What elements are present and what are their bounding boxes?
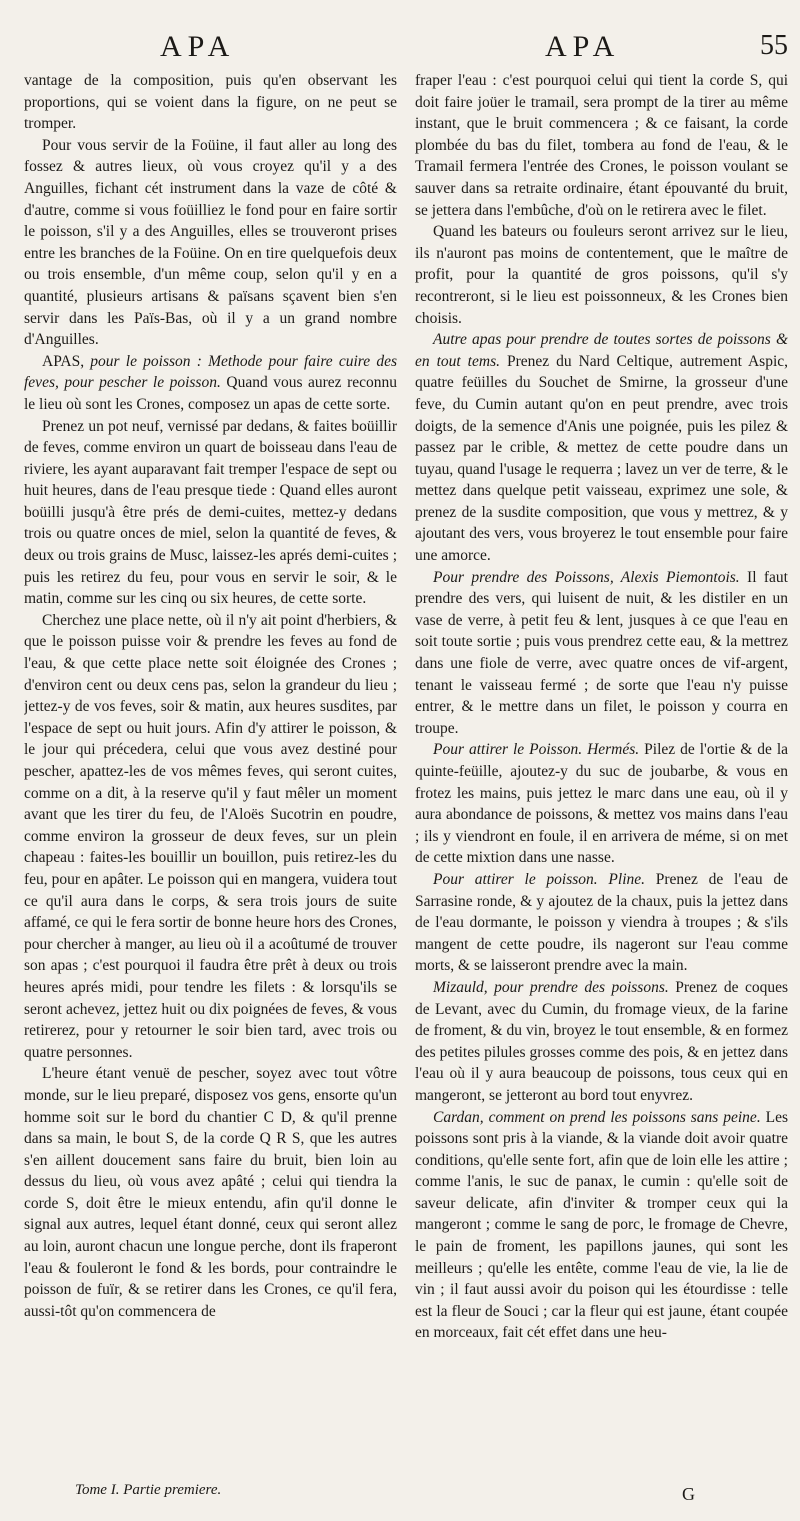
recipe-title: Cardan, comment on prend les poissons sans peine. bbox=[433, 1108, 761, 1126]
paragraph: vantage de la composition, puis qu'en observant les proportions, qui se voient dans la figure, on ne peut se tromper. bbox=[24, 72, 397, 133]
page-header bbox=[0, 30, 800, 70]
left-column bbox=[24, 70, 397, 1483]
recipe-title: Pour prendre des Poissons, Alexis Piemontois. bbox=[433, 568, 740, 586]
gathering-mark: G bbox=[682, 1484, 695, 1504]
paragraph-text: Pilez de l'ortie & de la quinte-feüille, ajoutez-y du suc de joubarbe, & vous en frotez les mains, puis jettez le marc dans une eau, où il y aura abondance de poissons, & mettez vos mains dans l'eau ; ils y viendront en foule, il en arrivera de méme, si on met de cette mixtion dans une nasse. bbox=[415, 741, 788, 867]
recipe-title: Autre apas pour prendre de toutes sortes de poissons & en tout tems. bbox=[415, 331, 788, 370]
paragraph bbox=[415, 739, 788, 869]
running-head-right: APA bbox=[545, 30, 621, 63]
recipe-title: Mizauld, pour prendre des poissons. bbox=[433, 978, 669, 996]
paragraph: Quand les bateurs ou fouleurs seront arrivez sur le lieu, ils n'auront pas moins de contentement, que le maître de profit, pour la quantité de gros poissons, qu'il s'y recontreront, si le lieu est poissonneux, & les Crones bien choisis. bbox=[415, 223, 788, 327]
recipe-title: Pour attirer le poisson. Pline. bbox=[433, 870, 645, 888]
paragraph bbox=[415, 567, 788, 740]
entry-heading: APAS, bbox=[42, 352, 85, 370]
right-column bbox=[415, 70, 788, 1483]
paragraph: L'heure étant venuë de pescher, soyez avec tout vôtre monde, sur le lieu preparé, disposez vos gens, ensorte qu'un homme soit sur le bord du chantier C D, & qu'il prenne dans sa main, le bout S, de la corde Q R S, que les autres s'en aillent doucement sans faire du bruit, bien loin au dessus du lieu, où vous avez apâté ; celui qui tiendra la corde S, doit être le mieux entendu, afin qu'il donne le signal aux autres, lequel étant donné, ceux qui seront allez au loin, auront chacun une longue perche, dont ils fraperont l'eau & fouleront le fond & les bords, pour contraindre le poisson de fuïr, & se retirer dans les Crones, ce qu'il fera, aussi-tôt qu'on commencera de bbox=[24, 1065, 397, 1320]
paragraph-text: Il faut prendre des vers, qui luisent de nuit, & les distiler en un vase de verre, à petit feu & lent, jusques à ce que l'eau en soit toute sortie ; puis vous prendrez cette eau, & la mettrez dans une fiole de verre, avec quatre onces de vif-argent, tenant le vaisseau fermé ; de sorte que l'eau n'y puisse entrer, & le mettre dans un filet, le poisson y courra en troupe. bbox=[415, 568, 788, 737]
volume-signature: Tome I. Partie premiere. bbox=[75, 1482, 222, 1498]
text-columns bbox=[24, 70, 788, 1483]
entry-subtitle: pour le poisson : Methode pour faire cuire des feves, pour pescher le poisson. bbox=[24, 352, 397, 392]
paragraph-text: Prenez de l'eau de Sarrasine ronde, & y ajoutez de la chaux, puis la jettez dans de l'eau dormante, le poisson y viendra à troupes ; & s'ils mangent de cette poudre, ils nageront sur l'eau comme morts, & se laisseront prendre avec la main. bbox=[415, 870, 788, 975]
paragraph bbox=[415, 869, 788, 977]
paragraph-text: Prenez du Nard Celtique, autrement Aspic, quatre feüilles du Souchet de Smirne, la grosseur d'une feve, du Cumin autant qu'on en peut prendre, avec trois doigts, de la semence d'Anis une poignée, puis les pilez & passez par le crible, & mettez de cette poudre dans un tuyau, quand l'usage le requerra ; lavez un ver de terre, & le mettez dans quelque petit vaisseau, exprimez une sole, & prenez de la susdite composition, que vous y mettrez, & y ajoutant des vers, vous broyerez le tout ensemble pour faire une amorce. bbox=[415, 352, 788, 565]
paragraph bbox=[24, 351, 397, 416]
paragraph bbox=[415, 329, 788, 567]
paragraph: Pour vous servir de la Foüine, il faut aller au long des fossez & autres lieux, où vous croyez qu'il y a des Anguilles, fichant cét instrument dans la vaze de côté & d'autre, comme si vous foüilliez le fond pour en faire sortir le poisson, s'il y a des Anguilles, elles se trouveront prises entre les branches de la Foüine. On en tire quelquefois deux ou trois ensemble, d'un même coup, selon qu'il y en a quantité, plusieurs artisans & païsans sçavent bien s'en servir dans les Païs-Bas, où il y a un grand nombre d'Anguilles. bbox=[24, 136, 397, 349]
running-head-left: APA bbox=[160, 30, 236, 63]
page-footer bbox=[0, 1475, 800, 1504]
paragraph: Prenez un pot neuf, vernissé par dedans, & faites boüillir de feves, comme environ un quart de boisseau dans l'eau de riviere, les ayant auparavant fait tremper l'espace de sept ou huit heures, dans de l'eau presque tiede : Quand elles auront boüilli jusqu'à être prés de demi-cuites, mettez-y dedans trois ou quatre onces de miel, selon la quantité de feves, & deux ou trois grains de Musc, laissez-les aprés demi-cuites ; puis les retirez du feu, pour vous en servir le soir, & le matin, comme sur les cinq ou six heures, de cette sorte. bbox=[24, 417, 397, 608]
paragraph bbox=[415, 1107, 788, 1345]
paragraph: fraper l'eau : c'est pourquoi celui qui tient la corde S, qui doit faire joüer le tramail, sera prompt de la tirer au même instant, que le bruit commencera ; & ce faisant, la corde plombée du bas du filet, tombera au fond de l'eau, & le Tramail fermera l'entrée des Crones, le poisson voulant se sauver dans sa retraite ordinaire, étant épouvanté du bruit, se jettera dans l'embûche, d'où on le retirera avec le filet. bbox=[415, 72, 788, 219]
recipe-title: Pour attirer le Poisson. Hermés. bbox=[433, 741, 640, 759]
paragraph-text: Les poissons sont pris à la viande, & la viande doit avoir quatre conditions, qu'elle sente fort, afin que de loin elle les attire ; comme l'anis, le suc de panax, le cumin : qu'elle soit de saveur delicate, afin d'inviter & tromper ceux qui la mangeront ; comme le sang de porc, le fromage de Chevre, le pain de froment, les papillons jaunes, qui sont les meilleurs ; qu'elle les entête, comme l'eau de vie, la lie de vin ; il faut aussi avoir du poison qui les étourdisse : telle est la fleur de Souci ; car la fleur qui est jaune, étant coupée en morceaux, fait cét effet dans une heu- bbox=[415, 1108, 788, 1342]
paragraph-text: Prenez de coques de Levant, avec du Cumin, du fromage vieux, de la farine de froment, & du vin, broyez le tout ensemble, & en formez des petites pilules grosses comme des pois, & en jettez dans l'eau où il y aura beaucoup de poissons, tous ceux qui en mangeront, se jetteront au bord tout enyvrez. bbox=[415, 978, 788, 1104]
paragraph-text: Quand vous aurez reconnu le lieu où sont les Crones, composez un apas de cette sorte. bbox=[24, 374, 397, 413]
page-number: 55 bbox=[760, 30, 788, 61]
paragraph: Cherchez une place nette, où il n'y ait point d'herbiers, & que le poisson puisse voir & prendre les feves au fond de l'eau, & que cette place nette soit éloignée des Crones ; d'environ cent ou deux cens pas, selon la grandeur du lieu ; jettez-y de vos feves, soir & matin, aux heures susdites, par l'espace de sept ou huit jours. Afin d'y attirer le poisson, & le jour qui précedera, celui que vous avez destiné pour pescher, apattez-les de vos mêmes feves, qui seront cuites, comme on a dit, à la reserve qu'il y faut mêler un moment avant que les tirer du feu, de l'Aloës Sucotrin en poudre, comme environ la grosseur de deux feves, sur un plein chapeau : faites-les bouillir un bouillon, puis retirez-les du feu, pour en apâter. Le poisson qui en mangera, vuidera tout ce qu'il aura dans le corps, & sera trois jours de suite affamé, ce qui le fera sortir de bonne heure hors des Crones, pour chercher à manger, au lieu où il a acoûtumé de trouver son apas ; c'est pourquoi il faudra être prêt à deux ou trois heures aprés midi, pour tendre les filets : & lorsqu'ils se seront achevez, jettez huit ou dix poignées de feves, & vous retirerez, pour y retourner le soir bien tard, avec trois ou quatre personnes. bbox=[24, 611, 397, 1061]
paragraph bbox=[415, 977, 788, 1107]
